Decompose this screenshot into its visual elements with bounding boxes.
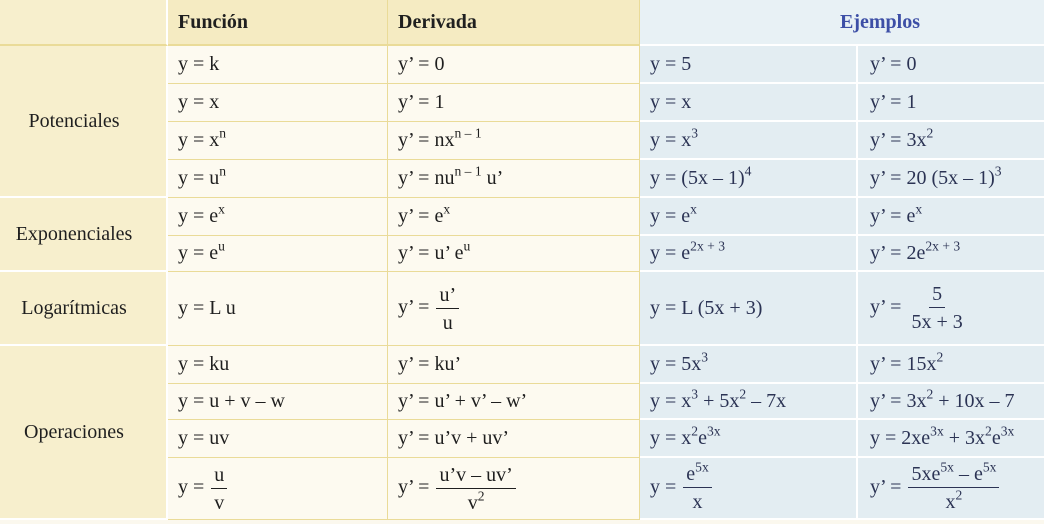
derivada-cell: [388, 458, 640, 520]
ejemplo-derivada-cell: [858, 84, 1044, 122]
expr-exponent: 2x + 3: [925, 238, 961, 254]
expression: [398, 283, 459, 335]
header-ejemplos: Ejemplos: [640, 0, 1044, 46]
expr-text: y’ = nx: [398, 129, 455, 151]
category-operaciones: Operaciones: [0, 346, 168, 520]
expression: y = k: [178, 53, 220, 75]
expr-exponent: 4: [744, 163, 752, 179]
derivada-cell: [388, 384, 640, 420]
expression: [650, 386, 787, 413]
expr-exponent: 5x: [982, 459, 997, 475]
expr-text: y = x: [650, 128, 692, 151]
expression: y = 5: [650, 52, 692, 75]
expr-text: y’ = 15x: [870, 352, 937, 375]
funcion-cell: [168, 84, 388, 122]
expr-exponent: 3: [691, 125, 699, 141]
expression: [650, 459, 712, 514]
funcion-cell: [168, 346, 388, 384]
expression: y’ = 1: [870, 90, 917, 113]
expression: [650, 423, 721, 450]
fraction-denominator: x: [692, 491, 703, 513]
fraction: [908, 459, 999, 514]
header-corner: [0, 0, 168, 46]
expression: [650, 201, 697, 228]
derivada-cell: [388, 46, 640, 84]
ejemplo-cell: [640, 420, 858, 458]
fraction-lhs: y =: [178, 476, 205, 499]
expr-text: y’ = 20 (5x – 1): [870, 166, 995, 189]
expression: y = uv: [178, 427, 230, 449]
fraction-denominator: [465, 489, 488, 515]
expression: [398, 463, 516, 515]
fraction-numerator: u’v – uv’: [436, 463, 515, 489]
expr-text: 5xe: [911, 463, 941, 485]
ejemplo-cell: [640, 458, 858, 520]
expression: [870, 459, 999, 514]
ejemplo-derivada-cell: [858, 198, 1044, 236]
fraction: [683, 459, 711, 514]
expr-text: y = x: [178, 129, 220, 151]
ejemplo-cell: [640, 198, 858, 236]
ejemplo-derivada-cell: [858, 160, 1044, 198]
expr-text: y = x: [650, 426, 692, 449]
expr-text: y = (5x – 1): [650, 166, 745, 189]
ejemplo-derivada-cell: [858, 346, 1044, 384]
fraction-denominator: v: [214, 491, 225, 514]
expr-text: y’ = e: [870, 204, 916, 227]
derivada-cell: [388, 272, 640, 346]
ejemplo-cell: [640, 122, 858, 160]
expression: [870, 238, 961, 265]
expr-text: + 3x: [943, 426, 986, 449]
category-potenciales: Potenciales: [0, 46, 168, 198]
expression: [870, 163, 1002, 190]
expr-text: – e: [953, 463, 983, 485]
expression: [178, 125, 227, 152]
expr-exponent: 5x: [695, 459, 709, 475]
expr-text: v: [467, 491, 478, 514]
expr-text: y’ = 2e: [870, 241, 926, 264]
ejemplo-cell: [640, 384, 858, 420]
expr-exponent: n – 1: [454, 125, 482, 141]
expr-exponent: n: [219, 163, 227, 179]
ejemplo-derivada-cell: [858, 122, 1044, 160]
fraction-denominator: u: [442, 311, 453, 334]
ejemplo-derivada-cell: [858, 420, 1044, 458]
fraction-numerator: u: [211, 463, 227, 489]
expr-text: + 10x – 7: [933, 389, 1015, 412]
expr-exponent: 3x: [930, 423, 944, 439]
expr-text: y’ = e: [398, 205, 444, 227]
funcion-cell: [168, 198, 388, 236]
expr-text: x: [945, 491, 956, 513]
fraction-lhs: y’ =: [398, 476, 430, 499]
expr-text: y = e: [178, 242, 219, 264]
ejemplo-cell: [640, 272, 858, 346]
fraction-numerator: 5: [929, 282, 945, 308]
expression: [178, 201, 225, 228]
funcion-cell: [168, 420, 388, 458]
expr-text: y = 5x: [650, 352, 702, 375]
fraction: [436, 283, 459, 335]
expr-text: e: [991, 426, 1001, 449]
expr-text: e: [698, 426, 707, 449]
expr-text: y = 2xe: [870, 426, 931, 449]
expr-exponent: 2: [926, 386, 934, 402]
derivada-cell: [388, 198, 640, 236]
funcion-cell: [168, 46, 388, 84]
expr-text: y = e: [650, 204, 691, 227]
expr-exponent: 3x: [1000, 423, 1015, 439]
ejemplo-cell: [640, 346, 858, 384]
derivada-cell: [388, 160, 640, 198]
ejemplo-cell: [640, 46, 858, 84]
expr-exponent: 2: [936, 349, 944, 365]
expression: [178, 463, 227, 515]
funcion-cell: [168, 160, 388, 198]
expr-exponent: 3x: [706, 423, 721, 439]
expression: [870, 201, 923, 228]
expr-text: y’ = 3x: [870, 389, 927, 412]
expr-exponent: x: [443, 201, 451, 217]
expr-text: e: [686, 463, 696, 485]
expr-exponent: 2: [955, 487, 963, 503]
expression: [178, 163, 227, 190]
expression: [398, 238, 471, 265]
ejemplo-derivada-cell: [858, 272, 1044, 346]
expression: y = L (5x + 3): [650, 296, 763, 319]
expression: y’ = u’ + v’ – w’: [398, 390, 528, 412]
expression: [870, 282, 966, 334]
expr-exponent: x: [690, 201, 697, 217]
expression: [870, 423, 1015, 450]
fraction-lhs: y =: [650, 475, 677, 498]
funcion-cell: [168, 122, 388, 160]
expression: [398, 125, 482, 152]
funcion-cell: [168, 384, 388, 420]
expr-exponent: 2x + 3: [690, 238, 726, 254]
fraction-numerator: [908, 459, 999, 488]
expr-exponent: x: [218, 201, 225, 217]
fraction-lhs: y’ =: [870, 295, 902, 318]
expression: y’ = u’v + uv’: [398, 427, 510, 449]
expression: y’ = 0: [398, 53, 445, 75]
expr-exponent: n: [219, 125, 227, 141]
expr-exponent: 5x: [940, 459, 954, 475]
ejemplo-derivada-cell: [858, 458, 1044, 520]
expr-text: – 7x: [746, 389, 787, 412]
expression: [650, 349, 709, 376]
expr-exponent: 2: [926, 125, 934, 141]
expr-exponent: x: [915, 201, 923, 217]
ejemplo-cell: [640, 236, 858, 272]
expr-exponent: 2: [691, 423, 699, 439]
expr-exponent: 2: [739, 386, 747, 402]
fraction-numerator: [683, 459, 711, 488]
funcion-cell: [168, 236, 388, 272]
expr-exponent: 3: [691, 386, 699, 402]
fraction: [436, 463, 515, 515]
expr-exponent: n – 1: [454, 163, 482, 179]
ejemplo-derivada-cell: [858, 384, 1044, 420]
derivada-cell: [388, 84, 640, 122]
expr-exponent: 3: [701, 349, 709, 365]
expr-text: y = u: [178, 167, 220, 189]
expression: [650, 125, 699, 152]
expr-exponent: 3: [994, 163, 1002, 179]
expr-text: y = e: [178, 205, 219, 227]
expr-exponent: 2: [985, 423, 992, 439]
expression: [870, 386, 1015, 413]
ejemplo-derivada-cell: [858, 46, 1044, 84]
expression: y’ = 1: [398, 91, 445, 113]
expression: y’ = 0: [870, 52, 917, 75]
expr-text: y’ = nu: [398, 167, 455, 189]
expression: y = u + v – w: [178, 390, 286, 412]
header-derivada: Derivada: [388, 0, 640, 46]
fraction-denominator: [943, 488, 966, 514]
ejemplo-cell: [640, 160, 858, 198]
expr-text: + 5x: [698, 389, 740, 412]
funcion-cell: [168, 272, 388, 346]
ejemplo-cell: [640, 84, 858, 122]
expr-text: y = e: [650, 241, 691, 264]
expression: [870, 125, 934, 152]
expression: y = L u: [178, 297, 236, 319]
expression: y = x: [650, 90, 692, 113]
fraction-lhs: y’ =: [870, 475, 902, 498]
funcion-cell: [168, 458, 388, 520]
expression: y = ku: [178, 353, 230, 375]
fraction-lhs: y’ =: [398, 296, 430, 319]
expression: y’ = ku’: [398, 353, 462, 375]
expression: [650, 163, 752, 190]
fraction: [211, 463, 227, 515]
expression: [870, 349, 944, 376]
fraction-numerator: u’: [436, 283, 459, 309]
expression: [178, 238, 225, 265]
expr-exponent: 2: [477, 488, 485, 504]
derivada-cell: [388, 122, 640, 160]
expr-exponent: u: [218, 238, 225, 254]
fraction-denominator: 5x + 3: [911, 311, 963, 333]
expression: [398, 201, 451, 228]
category-logaritmicas: Logarítmicas: [0, 272, 168, 346]
expr-text: y’ = 3x: [870, 128, 927, 151]
expr-text: y’ = u’ e: [398, 242, 464, 264]
expr-exponent: u: [463, 238, 471, 254]
fraction: [908, 282, 965, 334]
derivada-cell: [388, 420, 640, 458]
derivada-cell: [388, 346, 640, 384]
category-exponenciales: Exponenciales: [0, 198, 168, 272]
expression: y = x: [178, 91, 220, 113]
derivada-cell: [388, 236, 640, 272]
expression: [650, 238, 726, 265]
header-funcion: Función: [168, 0, 388, 46]
ejemplo-derivada-cell: [858, 236, 1044, 272]
expr-text: u’: [481, 167, 504, 189]
expr-text: y = x: [650, 389, 692, 412]
expression: [398, 163, 504, 190]
